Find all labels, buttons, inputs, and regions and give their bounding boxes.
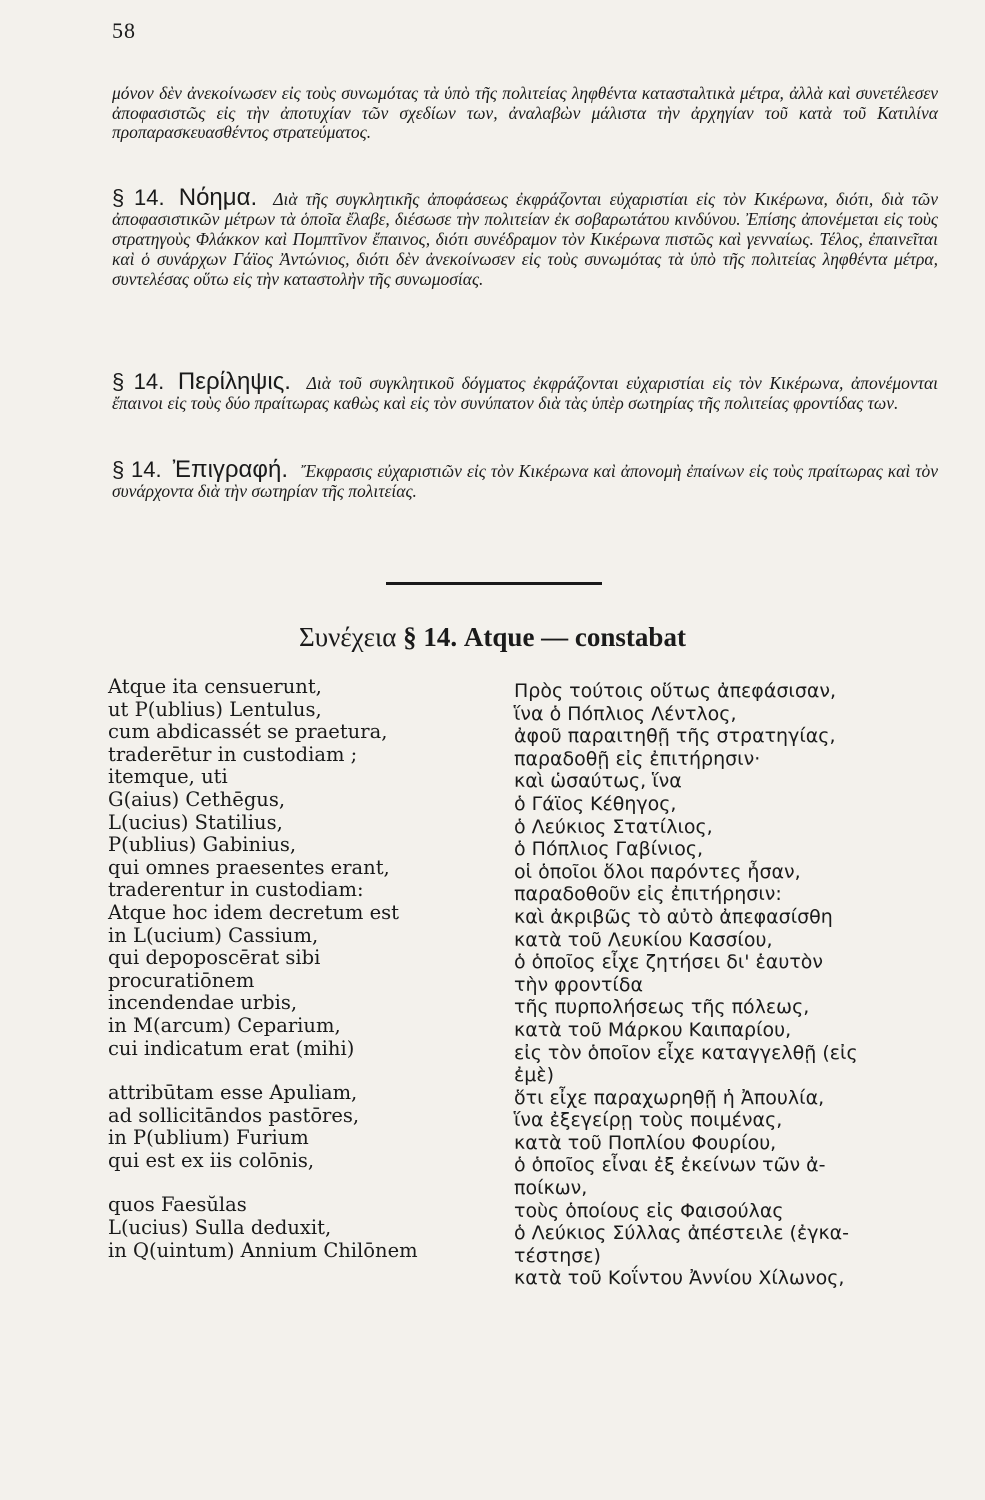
text-line: quos Faesŭlas	[108, 1193, 247, 1217]
text-line: ὁ Πόπλιος Γαβίνιος,	[514, 838, 704, 861]
text-line: cui indicatum erat (mihi)	[108, 1036, 355, 1060]
text-line: παραδοθῇ εἰς ἐπιτήρησιν·	[514, 747, 761, 770]
text-line: in P(ublium) Furium	[108, 1126, 309, 1150]
text-line: attribūtam esse Apuliam,	[108, 1081, 358, 1105]
latin-text-column	[108, 676, 503, 1262]
text-line: ἵνα ἐξεγείρῃ τοὺς ποιμένας,	[514, 1109, 783, 1132]
text-line: τοὺς ὁποίους εἰς Φαισούλας	[514, 1199, 784, 1222]
section-number: § 14.	[112, 185, 165, 210]
continuation-label: Συνέχεια	[299, 622, 397, 652]
greek-translation-column	[514, 680, 939, 1290]
text-line: incendendae urbis,	[108, 991, 298, 1015]
text-line: ὁ ὁποῖος εἶχε ζητήσει δι' ἑαυτὸν	[514, 951, 824, 974]
section-text: Ἔκφρασις εὐχαριστιῶν εἰς τὸν Κικέρωνα καὶ ἀπονομὴ ἐπαίνων εἰς τοὺς πραίτωρας καὶ τὸν συνάρχοντα διὰ τὴν σωτηρίαν τῆς πολιτείας.	[112, 461, 939, 501]
page-number: 58	[112, 18, 136, 43]
text-line: Πρὸς τούτοις οὕτως ἀπεφάσισαν,	[514, 680, 837, 702]
text-line: τὴν φροντίδα	[514, 973, 643, 996]
text-line: ut P(ublius) Lentulus,	[108, 697, 322, 721]
text-line: in L(ucium) Cassium,	[108, 923, 319, 947]
text-line: Atque hoc idem decretum est	[108, 900, 399, 924]
separator-rule	[386, 582, 602, 585]
text-line: L(ucius) Sulla deduxit,	[108, 1216, 332, 1240]
text-line: cum abdicassét se praetura,	[108, 720, 388, 744]
section-text: Διὰ τοῦ συγκλητικοῦ δόγματος ἐκφράζονται εὐχαριστίαι εἰς τὸν Κικέρωνα, ἀπονέμονται ἔπαινοι εἰς τοὺς δύο πραίτωρας καθὼς καὶ εἰς τὸν συνύπατον διὰ τὰς ὑπὲρ σωτηρίας τῆς πολιτείας φροντίδας των.	[112, 373, 939, 413]
text-line: εἰς τὸν ὁποῖον εἶχε καταγγελθῇ (εἰς	[514, 1041, 858, 1064]
text-line: ὁ Λεύκιος Στατίλιος,	[514, 815, 713, 838]
text-line: οἱ ὁποῖοι ὅλοι παρόντες ἦσαν,	[514, 860, 801, 883]
section-heading: Ἐπιγραφή.	[172, 456, 289, 483]
line-gap	[108, 1172, 503, 1194]
section-epigrafi	[112, 456, 939, 501]
text-line: qui depoposcērat sibi	[108, 946, 321, 970]
text-line: ἵνα ὁ Πόπλιος Λέντλος,	[514, 702, 737, 725]
section-text: Διὰ τῆς συγκλητικῆς ἀποφάσεως ἐκφράζονται εὐχαριστίαι εἰς τὸν Κικέρωνα, διότι, διὰ τῶν ἀποφασιστικῶν μέτρων τὰ ὁποῖα ἔλαβε, διέσωσε τὴν πολιτείαν ἐκ σοβαρωτάτου κινδύνου. Ἐπίσης ἀπονέμεται εἰς τοὺς στρατηγοὺς Φλάκκον καὶ Πομπτῖνον ἔπαινος, διότι συνέδραμον τὸν Κικέρωνα πιστῶς καὶ γενναίως. Τέλος, ἐπαινεῖται καὶ ὁ συνάρχων Γάϊος Ἀντώνιος, διότι δὲν ἀνεκοίνωσεν εἰς τοὺς συνωμότας τὰ ὑπὸ τῆς πολιτείας ληφθέντα μέτρα, συντελέσας οὕτω εἰς τὴν καταστολὴν τῆς συνωμοσίας.	[112, 189, 939, 289]
section-perilipsis	[112, 368, 939, 413]
text-line: ὅτι εἶχε παραχωρηθῇ ἡ Ἀπουλία,	[514, 1086, 825, 1109]
text-line: παραδοθοῦν εἰς ἐπιτήρησιν:	[514, 883, 782, 906]
continuation-heading	[0, 622, 985, 653]
text-line: κατὰ τοῦ Μάρκου Καιπαρίου,	[514, 1018, 792, 1041]
section-number: § 14.	[112, 457, 162, 482]
section-noima	[112, 184, 939, 289]
line-gap	[108, 1060, 503, 1082]
text-line: in Q(uintum) Annium Chilōnem	[108, 1238, 418, 1262]
section-number: § 14.	[112, 369, 165, 394]
text-line: traderentur in custodiam:	[108, 878, 364, 902]
text-line: ὁ Γάϊος Κέθηγος,	[514, 792, 677, 815]
text-line: traderētur in custodiam ;	[108, 742, 358, 766]
section-heading: Νόημα.	[178, 184, 258, 211]
continuation-ref: § 14. Atque — constabat	[403, 622, 686, 652]
text-line: τέστησε)	[514, 1244, 601, 1267]
text-line: ὁ ὁποῖος εἶναι ἐξ ἐκείνων τῶν ἀ-	[514, 1154, 826, 1177]
intro-paragraph: μόνον δὲν ἀνεκοίνωσεν εἰς τοὺς συνωμότας τὰ ὑπὸ τῆς πολιτείας ληφθέντα καταστaλτικὰ μέτρα, ἀλλὰ καὶ συνετέλεσεν ἀποφασιστῶς εἰς τὴν ἀποτυχίαν τῶν σχεδίων των, ἀναλαβὼν μάλιστα τὴν ἀρχηγίαν τοῦ κατὰ τοῦ Κατιλίνα προπαρασκευασθέντος στρατεύματος.	[112, 83, 938, 142]
text-line: in M(arcum) Ceparium,	[108, 1013, 341, 1037]
text-line: καὶ ἀκριβῶς τὸ αὐτὸ ἀπεφασίσθη	[514, 905, 833, 928]
text-line: ὁ Λεύκιος Σύλλας ἀπέστειλε (ἐγκα-	[514, 1222, 850, 1245]
text-line: qui omnes praesentes erant,	[108, 855, 390, 879]
section-heading: Περίληψις.	[177, 368, 291, 395]
text-line: qui est ex iis colōnis,	[108, 1148, 315, 1172]
text-line: κατὰ τοῦ Ποπλίου Φουρίου,	[514, 1131, 777, 1154]
text-line: τῆς πυρπολήσεως τῆς πόλεως,	[514, 996, 810, 1019]
text-line: itemque, uti	[108, 765, 228, 789]
text-line: ad sollicitāndos pastōres,	[108, 1103, 360, 1127]
text-line: ἀφοῦ παραιτηθῇ τῆς στρατηγίας,	[514, 725, 836, 748]
text-line: κατὰ τοῦ Λευκίου Κασσίου,	[514, 928, 773, 951]
text-line: κατὰ τοῦ Κοΐντου Ἀννίου Χίλωνος,	[514, 1267, 845, 1290]
text-line: ποίκων,	[514, 1177, 588, 1200]
text-line: procuratiōnem	[108, 968, 255, 992]
text-line: G(aius) Cethēgus,	[108, 787, 286, 811]
text-line: Atque ita censuerunt,	[108, 675, 322, 698]
text-line: ἐμὲ)	[514, 1064, 555, 1087]
text-line: P(ublius) Gabinius,	[108, 833, 297, 857]
text-line: καὶ ὡσαύτως, ἵνα	[514, 770, 682, 793]
text-line: L(ucius) Statilius,	[108, 810, 283, 834]
